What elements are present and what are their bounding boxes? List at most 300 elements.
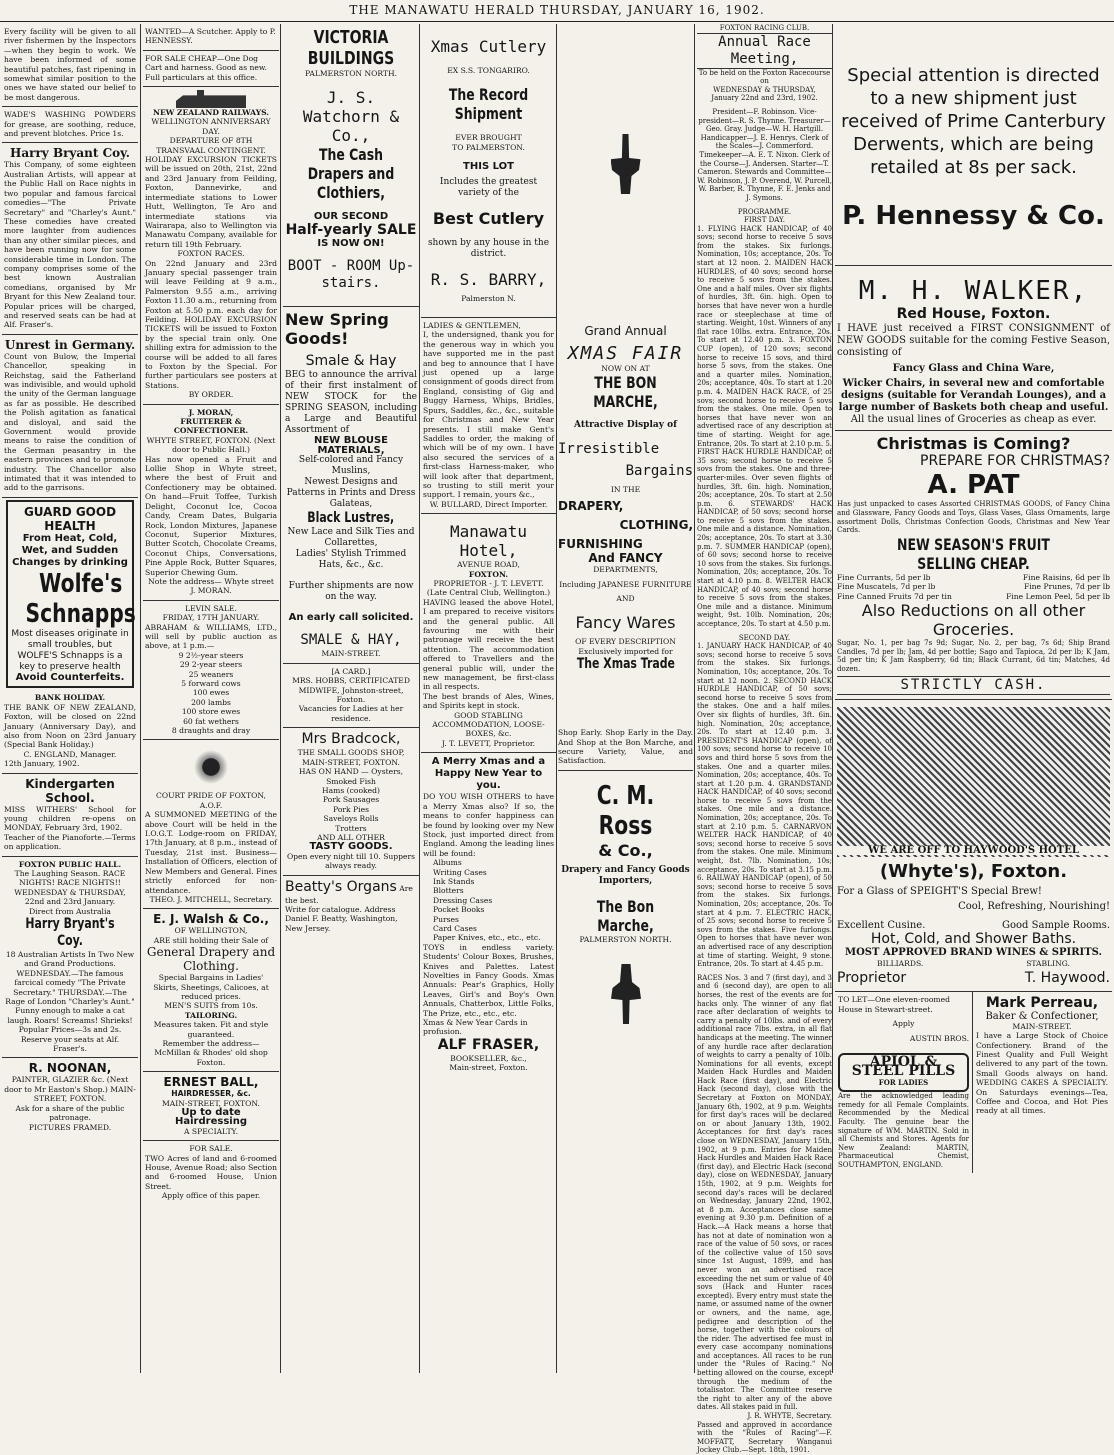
race-signature-2: Passed and approved in accordance with the "Rules of Racing"—F. MOFFATT, Secretary Wanganui Jockey Club.—Sept. 18th, 1901. — [697, 1420, 832, 1455]
pat-body: Has just unpacked to cases Assorted CHRISTMAS GOODS, of Fancy China and Glassware, Fancy Goods and Toys, Glass Vases, Glass Ornaments, large assortment Dolls, Christmas Confection Goods, Christmas and New Year Cards. — [837, 500, 1110, 535]
list-item: 25 weaners — [188, 669, 234, 679]
harry-bryant-notice — [2, 143, 138, 334]
bm-15: AND — [616, 594, 635, 604]
moran-sub: FRUITERER & CONFECTIONER. — [173, 417, 249, 436]
sh-8: New Lace and Silk Ties and Collarettes, — [287, 527, 415, 549]
list-item: 100 store ewes — [181, 707, 241, 717]
bm-8: IN THE — [610, 484, 641, 494]
walker-sub: Red House, Foxton. — [896, 306, 1051, 322]
xmas-heading: Xmas Cutlery — [430, 37, 547, 56]
column-6 — [697, 24, 832, 1455]
mh-heading: Manawatu Hotel, — [449, 522, 528, 561]
hay-row-3 — [837, 970, 1110, 987]
victoria-4: Half-yearly SALE — [285, 221, 417, 238]
hay-row-2 — [837, 957, 1110, 970]
race-officials: President—F. Robinson. Vice-president—R. S. Thynne. Treasurer—Geo. Gray. Judge—W. H. Hartgill. Handicapper—J. E. Henrys. Clerk of the Scales—J. Commerford. Timekeeper—A. E. T. Nixon. Clerk of the Course—J. Andersen. Starter—T. Cameron. Stewards and Committee—W. Robinson, J. P. Overend, W. Purcell, W. Barber, R. Thynne, F. E. Jenks and J. Symons. — [697, 107, 832, 202]
bm-6: Irresistible — [558, 440, 660, 457]
walsh-5: Measures taken. Fit and style guaranteed. — [153, 1020, 269, 1039]
bm-9: DRAPERY, — [558, 499, 624, 514]
column-rule — [419, 24, 420, 1373]
rail-dep: DEPARTURE OF 8TH TRANSVAAL CONTINGENT. — [156, 136, 266, 155]
sh-10: Further shipments are now on the way. — [288, 581, 414, 603]
sh-5: Self-colored and Fancy Muslins, — [298, 455, 404, 477]
moran-body: Has now opened a Fruit and Lollie Shop in Whyte street, where the best of Fruit and Confectionery may be obtained. On hand—Fruit Toffee, Turkish Delight, Coconut Ice, Cocoa Candy, Cream Dates, Bulgaria Rock, London Mixtures, Japanese Coconut, Superior Mixtures, Butter Scotch, Chocolate Creams, Coconut Chips, Conversations, Pine Apple Rock, Butter Squares, Superior Chewing Gum. — [145, 454, 277, 577]
xmas-sub: EX S.S. TONGARIRO. — [447, 66, 530, 75]
perreau-street: MAIN-STREET. — [1012, 1021, 1072, 1031]
bm-20: Shop Early. Shop Early in the Day. And Shop at the Bon Marche, and secure Variety, Value, and Satisfaction. — [558, 728, 693, 771]
hay-2: For a Glass of SPEIGHT'S Special Brew! — [837, 886, 1042, 898]
af-address: Main-street, Foxton. — [449, 1063, 528, 1073]
walsh-sub: OF WELLINGTON, — [174, 926, 248, 936]
crest-icon — [191, 747, 231, 787]
list-item: 29 2-year steers — [179, 660, 243, 670]
race-title: Annual Race Meeting, — [697, 33, 832, 69]
mh-signature: J. T. LEVETT, Proprietor. — [441, 738, 536, 748]
perreau-title: Mark Perreau, — [985, 995, 1099, 1012]
moran-note: Note the address— Whyte street J. MORAN. — [148, 576, 274, 596]
list-item: Ink Stands — [433, 876, 475, 886]
list-item: Dressing Cases — [433, 895, 493, 905]
hay-3: Cool, Refreshing, Nourishing! — [958, 900, 1110, 912]
hobbs-body: MRS. HOBBS, CERTIFICATED MIDWIFE, Johnston-street, Foxton. — [292, 676, 410, 705]
hall-line-8: Popular Prices—3s and 2s. Reserve your seats at Alf. Fraser's. — [18, 1025, 122, 1054]
victoria-2: The Cash Drapers and Clothiers, — [307, 145, 395, 203]
walsh-4: TAILORING. — [184, 1010, 238, 1020]
to-let-body: TO LET—One eleven-roomed House in Stewart-street. — [838, 995, 950, 1014]
table-cell: Fine Currants, 5d per lb — [837, 572, 931, 582]
victoria-6: BOOT - ROOM Up-stairs. — [287, 258, 415, 292]
list-item: Smoked Fish — [326, 776, 376, 786]
pat-sugar: Sugar, No. 1, per bag 7s 9d; Sugar, No. 2, per bag, 7s 6d; Ship Brand Candles, 7d per lb; Jam, 4d per bottle; Sago and Tapioca, 2d per lb; K Jam, 5d per tin; K Jam Raspberry, 6d tin; Black Currant, 6d tin; Matches, 4d dozen. — [837, 639, 1110, 673]
list-item: Pocket Books — [433, 905, 485, 915]
xmas-2: EVER BROUGHT — [455, 133, 522, 143]
ball-big: Up to date Hairdressing — [175, 1107, 247, 1128]
apiol-body: Are the acknowledged leading remedy for all Female Complaints. Recommended by the Medical Faculty. The genuine bear the signature of WM. MARTIN. Sold in all Chemists and Stores. Agents for New Zealand: MARTIN, Pharmaceutical Chemist, SOUTHAMPTON, ENGLAND. — [838, 1092, 969, 1169]
xmas-9: Palmerston N. — [461, 293, 516, 303]
levin-list — [145, 651, 277, 736]
levin-heading: LEVIN SALE. — [185, 603, 237, 613]
bm-22: & Co., — [598, 840, 653, 860]
perreau-sub: Baker & Confectioner, — [985, 1011, 1099, 1023]
xmas-4: THIS LOT — [463, 161, 514, 173]
for-sale-ad: FOR SALE CHEAP—One Dog Cart and harness. Good as new. Full particulars at this office. — [143, 51, 279, 87]
hall-title: Harry Bryant's Coy. — [25, 916, 115, 949]
ball-sub: HAIRDRESSER, &c. — [171, 1089, 251, 1099]
bm-19: The Xmas Trade — [576, 656, 675, 673]
rail-heading: NEW ZEALAND RAILWAYS. — [153, 108, 269, 118]
bm-13: DEPARTMENTS, — [593, 565, 658, 575]
rail-body: HOLIDAY EXCURSION TICKETS will be issued on 20th, 21st, 22nd and 23rd January from Feilding, Foxton, Dannevirke, and intermediate stations to Lower Hutt, Wellington, Te Aro and intermediate stations via Wairarapa, also to Wellington via Manawatu Company, available for return till 19th February. — [145, 155, 277, 249]
race-club-heading: FOXTON RACING CLUB. — [719, 24, 810, 32]
bottom-ads — [835, 992, 1112, 1172]
sale-2-body: TWO Acres of land and 6-roomed House, Avenue Road; also Section and 6-roomed House, Union Street. — [145, 1153, 277, 1191]
bullard-signature: W. BULLARD, Direct Importer. — [429, 499, 548, 509]
bm-3: NOW ON AT — [601, 364, 650, 373]
xmas-3: TO PALMERSTON. — [452, 142, 525, 152]
coach-illustration — [837, 707, 1110, 857]
levin-body: ABRAHAM & WILLIAMS, LTD., will sell by public auction as above, at 1 p.m.— — [145, 622, 277, 651]
mh-2: The best brands of Ales, Wines, and Spirits kept in stock. — [423, 691, 554, 711]
mh-body: HAVING leased the above Hotel, I am prepared to receive visitors and the general public. All favouring me with their patronage will receive the best attention. The accommodation offered to Travellers and the general public will, under the new management, be first-class in all respects. — [423, 597, 554, 692]
harry-bryant-body: This Company, of some eighteen Australian Artists, will appear at the Public Hall on Race nights in two popular and famous farcical comedies—"The Private Secretary" and "Charley's Aunt." These comedies have created more laughter from audiences than any other similar pieces, and have been running now for some considerable time in London. The company comprises some of the best known Australian comedians, organised by Mr Bryant for this New Zealand tour. Popular prices will be charged, and reserved seats can be had at Alf. Fraser's. — [4, 160, 136, 330]
walker-body: I HAVE just received a FIRST CONSIGNMENT of NEW GOODS suitable for the coming Festive Season, consisting of — [837, 323, 1110, 358]
race-sub-3: January 22nd and 23rd, 1902. — [711, 94, 818, 103]
hay-6: Hot, Cold, and Shower Baths. — [870, 930, 1077, 947]
wolfes-heat: From Heat, Cold, Wet, and Sudden Changes by drinking — [12, 532, 128, 568]
table-cell: Fine Prunes, 7d per lb — [1023, 582, 1110, 592]
haywood-ad — [835, 700, 1112, 992]
bm-4: THE BON MARCHE, — [593, 373, 658, 412]
wolfes-title: Wolfe's Schnapps — [25, 568, 136, 629]
column-7 — [835, 24, 1112, 1373]
moran-address: WHYTE STREET, FOXTON. (Next door to Public Hall.) — [146, 435, 276, 455]
noonan-ad — [2, 1058, 138, 1135]
brad-sub: THE SMALL GOODS SHOP, — [297, 748, 405, 758]
af-cards: Xmas & New Year Cards in profusion. — [423, 1018, 528, 1037]
column-3 — [283, 24, 419, 1373]
race-rules: RACES Nos. 3 and 7 (first day), and 3 and 6 (second day), are open to all horses, the rest of the events are for hacks only. The winner of any flat race after declaration of weights to carry a penalty of 10lbs. and of every additional race 7lbs. extra, in all flat handicaps at the meeting. The winner of any hurdle race after declaration of weights to carry a penalty of 10lb. Nominations for all events, except Maiden Hack Hurdles and Maiden Hack Race (first day), and Electric Hack (second day), close with the Secretary at Foxton on MONDAY, January 6th, 1902, at 9 p.m. Weights for first day's races will be declared on or about January 13th, 1902. Acceptances for first day's races close on WEDNESDAY, January 15th, 1902, at 9 p.m. Entries for Maiden Hack Hurdles and Maiden Hack Race (first day), and Electric Hack (second day), close on WEDNESDAY, January 15th, 1902, at 9 p.m. Weights for second day's races will be declared on Wednesday, January 22nd, 1902, at 8 p.m. Acceptances close same evening at 9.30 p.m. Definition of a Hack.—A Hack means a horse that has not at date of nomination won a race of the value of 50 sovs, or races of the collective value of 150 sovs since 1st August, 1899, and has never won an advertised race exceeding the net sum or value of 40 sovs (Hack and Hunter races excepted). Every entry must state the name, or assumed name of the owner or owners, and the name, age, pedigree and description of the horse, together with the colours of the rider. The advertised fee must in every case accompany nominations and acceptances. All races to be run under the "Rules of Racing." No betting allowed on the course, except through the medium of the totalisator. The Committee reserve the right to alter any of the above dates. All stakes paid in full. — [697, 973, 832, 1412]
bm-2: XMAS FAIR — [567, 343, 684, 364]
beatty-ad — [283, 876, 419, 938]
to-let-apply: Apply — [892, 1019, 915, 1029]
walker-title: M. H. WALKER, — [858, 276, 1089, 306]
walsh-2: Special Bargains in Ladies' Skirts, Sheetings, Calicoes, at reduced prices. — [153, 973, 269, 1001]
race-programme: PROGRAMME. — [737, 207, 792, 216]
walsh-ad — [143, 909, 279, 1072]
sh-9: Ladies' Stylish Trimmed Hats, &c., &c. — [295, 549, 407, 571]
bank-holiday — [2, 690, 138, 773]
bm-16: Fancy Wares — [575, 613, 676, 633]
wades-ad: WADE'S WASHING POWDERS for grease, are soothing, reduce, and prevent blotches. Price 1s. — [2, 107, 138, 143]
af-sub: BOOKSELLER, &c., — [450, 1053, 527, 1063]
list-item: Purses — [433, 914, 459, 924]
hall-line-6: WEDNESDAY.—The famous farcical comedy "The Private Secretary." THURSDAY.—The Rage of London "Charley's Aunt." — [5, 968, 135, 1007]
brad-list — [285, 777, 417, 833]
hall-heading: FOXTON PUBLIC HALL. — [18, 859, 122, 869]
brad-tasty: TASTY GOODS. — [309, 841, 393, 853]
column-2 — [143, 24, 279, 1373]
beatty-title: Beatty's Organs — [285, 878, 397, 895]
sh-4: NEW BLOUSE MATERIALS, — [313, 435, 388, 456]
hobbs-card: [A CARD.] — [331, 666, 371, 676]
pat-sub: PREPARE FOR CHRISTMAS? — [920, 453, 1110, 470]
noonan-heading: R. NOONAN, — [28, 1061, 112, 1076]
hall-line-1: The Laughing Season. RACE NIGHTS! RACE NIGHTS!! — [14, 868, 126, 888]
railways-ad — [143, 87, 279, 405]
fruit-table — [837, 573, 1110, 601]
perreau-ad — [973, 992, 1111, 1172]
victoria-sub: PALMERSTON NORTH. — [304, 69, 398, 78]
xmas-5: Includes the greatest variety of the — [439, 176, 538, 198]
af-name: ALF FRASER, — [437, 1036, 540, 1053]
hay-4: Excellent Cusine. — [837, 920, 926, 932]
list-item: Saveloys Rolls — [323, 814, 379, 824]
brad-body: HAS ON HAND — Oysters, — [298, 767, 404, 777]
column-1 — [2, 24, 138, 1373]
list-item: 100 ewes — [192, 688, 230, 698]
bank-body: THE BANK OF NEW ZEALAND, Foxton, will be closed on 22nd January (Anniversary Day), and also from Noon on 23rd January (Special Bank Holiday.) — [4, 702, 136, 750]
xmas-1: The Record Shipment — [448, 85, 529, 124]
left-bottom-ads — [835, 992, 973, 1172]
sale-2-note: Apply office of this paper. — [161, 1191, 261, 1201]
walker-chairs: Wicker Chairs, in several new and comfortable designs (suitable for Verandah Lounges), and a large number of Baskets both cheap and useful. — [838, 378, 1109, 414]
af-heading: A Merry Xmas and a Happy New Year to you. — [431, 756, 546, 792]
masthead: THE MANAWATU HERALD THURSDAY, JANUARY 16, 1902. — [0, 0, 1114, 22]
xmas-cutlery-ad — [421, 24, 556, 318]
pat-ad — [835, 431, 1112, 700]
mh-town: FOXTON. — [468, 569, 509, 579]
race-sub-2: WEDNESDAY & THURSDAY, — [713, 85, 816, 94]
unrest-body: Count von Bulow, the Imperial Chancellor, speaking in Reichstag, said the Fatherland was indivisible, and would uphold the unity of the German language as far as possible. He described the Polish agitation as fanatical and disloyal, and said the Government would provide means to raise the condition of the German peasantry in the eastern provinces and to promote industry. The Chancellor also intimated that it was intended to add to the garrisons. — [4, 351, 136, 493]
wanted-ad: WANTED—A Scutcher. Apply to P. HENNESSY. — [143, 24, 279, 51]
noonan-line-1: PAINTER, GLAZIER &c. (Next door to Mr Easton's Shop.) MAIN-STREET, FOXTON. — [4, 1075, 136, 1104]
pat-cash: STRICTLY CASH. — [837, 676, 1110, 695]
mh-prop: PROPRIETOR - J. T. LEVETT. — [433, 578, 544, 588]
bm-17: OF EVERY DESCRIPTION — [575, 637, 676, 647]
bullard-heading: LADIES & GENTLEMEN, — [423, 321, 521, 331]
bm-12: And FANCY — [588, 551, 663, 566]
walker-fancy: Fancy Glass and China Ware, — [892, 363, 1055, 374]
xmas-8: R. S. BARRY, — [430, 269, 547, 289]
manawatu-hotel-ad — [421, 514, 556, 753]
court-body: A SUMMONED MEETING of the above Court will be held in the I.O.G.T. Lodge-room on FRIDAY, 17th January, at 8 p.m., instead of Tuesday, 21st inst. Business—Installation of Officers, election of New Members and General. Fines strictly enforced for non-attendance. — [145, 810, 277, 895]
bm-5: Attractive Display of — [574, 420, 677, 431]
column-rule — [832, 24, 833, 1373]
noonan-line-3: PICTURES FRAMED. — [28, 1122, 112, 1132]
table-row — [837, 592, 1110, 601]
pat-reductions: Also Reductions on all other Groceries. — [861, 601, 1086, 639]
hobbs-note: Vacancies for Ladies at her residence. — [298, 704, 404, 723]
bullard-body: I, the undersigned, thank you for the generous way in which you have supported me in the past and beg to announce that I have just opened up a large consignment of goods direct from England, consisting of Gig and Buggy Harness, Whips, Bridles, Spurs, Saddles, &c., &c., suitable for Christmas and New Year presents. I still make Gent's Saddles to order, the making of which will be of my own. I have also secured the services of a first-class Harness-maker, who will look after that department, so trusting to still merit your support. I remain, yours &c., — [423, 330, 554, 500]
racing-club-ad — [697, 24, 832, 1455]
alf-fraser-ad — [421, 753, 556, 1076]
xmas-6: Best Cutlery — [432, 208, 545, 228]
beatty-best: Are the best. — [285, 883, 413, 905]
sale-2-heading: FOR SALE. — [189, 1144, 233, 1154]
levin-date: FRIDAY, 17TH JANUARY. — [162, 613, 260, 623]
column-rule — [556, 24, 557, 1373]
sh-7: Black Lustres, — [307, 510, 395, 527]
bm-10: CLOTHING, — [619, 518, 693, 533]
hay-5: Good Sample Rooms. — [1002, 920, 1110, 932]
race-signature: J. R. WHYTE, Secretary. — [747, 1412, 832, 1421]
to-let-signature: AUSTIN BROS. — [909, 1033, 969, 1043]
hennessy-body: Special attention is directed to a new shipment just received of Prime Canterbury Derwents, which are being retailed at 8s per sack. — [841, 65, 1106, 178]
sh-12: SMALE & HAY, — [300, 632, 402, 649]
bm-25: PALMERSTON NORTH. — [579, 934, 672, 944]
hay-11: T. Haywood. — [1024, 970, 1110, 987]
unrest-heading: Unrest in Germany. — [4, 337, 136, 352]
walker-ad — [835, 266, 1112, 431]
hay-row-1 — [837, 921, 1110, 930]
pat-heading: Christmas is Coming? — [876, 434, 1071, 454]
list-item: 8 draughts and dray — [171, 726, 251, 736]
bm-23: Drapery and Fancy Goods Importers, — [561, 864, 690, 886]
apiol-logo: APIOL & STEEL PILLS FOR LADIES — [838, 1053, 969, 1092]
pat-fruit-heading: NEW SEASON'S FRUIT SELLING CHEAP. — [897, 534, 1050, 573]
sh-13: MAIN-STREET. — [321, 649, 381, 659]
walsh-big: General Drapery and Clothing. — [146, 945, 276, 974]
victoria-heading: VICTORIA BUILDINGS — [307, 27, 395, 69]
column-5 — [558, 24, 693, 1373]
court-heading: COURT PRIDE OF FOXTON, A.O.F. — [156, 791, 266, 810]
list-item: Pork Pies — [333, 804, 369, 814]
rail-order: BY ORDER. — [188, 390, 234, 400]
list-item: Trotters — [335, 823, 367, 833]
pat-title: A. PAT — [927, 470, 1020, 501]
xmas-7: shown by any house in the district. — [427, 237, 550, 259]
hennessy-title: P. Hennessy & Co. — [842, 201, 1105, 231]
table-row — [837, 573, 1110, 582]
ball-specialty: A SPECIALTY. — [184, 1126, 238, 1136]
kinder-heading: Kindergarten School. — [25, 776, 115, 805]
column-rule — [140, 24, 141, 1373]
bank-signature: C. ENGLAND, Manager. — [23, 749, 117, 759]
levin-sale-ad — [143, 601, 279, 741]
walsh-body: ARE still holding their Sale of — [153, 935, 269, 945]
race-day-1: FIRST DAY. — [744, 216, 785, 225]
bm-21: C. M. Ross — [596, 780, 655, 841]
wolfes-body: Most diseases originate in small troubles, but WOLFE'S Schnapps is a key to preserve health — [11, 628, 129, 672]
sh-6: Newest Designs and Patterns in Prints and Dress Galateas, — [286, 477, 416, 510]
column-rule — [694, 24, 695, 1373]
column-4 — [421, 24, 556, 1373]
af-toys: TOYS in endless variety. Students' Colour Boxes, Brushes, Knives and Palettes. Latest Novelties in Fancy Goods. Xmas Annuals: Pear's Graphics, Holly Leaves, Girl's and Boy's Own Annuals, Chatterbox, Little Folks, The Prize, etc., etc., etc. — [423, 942, 554, 1018]
bm-14: Including JAPANESE FURNITURE — [559, 579, 692, 589]
kinder-note: Teacher of the Pianoforte.—Terms on application. — [4, 832, 136, 852]
wolfes-counterfeits: Avoid Counterfeits. — [15, 671, 125, 683]
walker-groceries: All the usual lines of Groceries as cheap as ever. — [850, 414, 1097, 426]
noonan-line-2: Ask for a share of the public patronage. — [15, 1103, 125, 1123]
af-body: DO YOU WISH OTHERS to have a Merry Xmas also? If so, the means to confer happiness can be found by looking over my New Stock, just imported direct from England. Among the leading lines will be found: — [423, 792, 554, 858]
hay-8: BILLIARDS. — [877, 959, 924, 968]
bm-7: Bargains — [625, 462, 693, 479]
bon-marche-ad — [558, 134, 693, 1024]
list-item: Hams (cooked) — [322, 785, 380, 795]
race-day-1-body: 1. FLYING HACK HANDICAP, of 40 sovs; second horse to receive 5 sovs from the stakes. Six furlongs. Nomination, 10s; acceptance, 20s. To start at 12 noon. 2. MAIDEN HACK HURDLES, of 40 sovs; second horse to receive 5 sovs from the stakes. One and a half miles. Over six flights of hurdles, 3ft. 6in. high. Open to horses that have never won a hurdle race or steeplechase at time of starting. Weight, 10st. Winners of any flat race 10lbs. extra. Entrance, 20s. To start at 12.40 p.m. 3. FOXTON CUP (open), of 120 sovs; second horse to receive 15 sovs, and third horse 5 sovs, from the stakes. One and a quarter miles. Nomination, 20s; acceptance, 40s. To start at 1.20 p.m. 4. MAIDEN HACK RACE, of 25 sovs; second horse to receive 5 sovs from the stakes. One mile. Open to horses that have never won an advertised race of any description at time of starting. Weight for age. Entrance, 20s. To start at 2.10 p.m. 5. FIRST HACK HURDLE HANDICAP, of 35 sovs; second horse to receive 5 sovs from the stakes. One and three-quarter-miles. Over seven flights of hurdles, 3ft. 6in. high. Nomination, 20s; acceptance, 20s. To start at 2.50 p.m. 6. STEWARDS' HACK HANDICAP, of 50 sovs; second horse to receive 5 sovs from the stakes. One mile and a distance. Nomination, 20s; acceptance, 20s. To start at 3.30 p.m. 7. SUMMER HANDICAP (open), of 60 sovs; second horse to receive 10 sovs from the stakes. Six furlongs. Nomination, 20s; acceptance, 20s. To start at 4.10 p.m. 8. WELTER HACK HANDICAP, of 40 sovs; second horse to receive 5 sovs from the stakes. One mile and a distance. Minimum weight, 9st. 10lb. Nomination, 20s; acceptance, 20s. To start at 4.50 p.m. — [697, 224, 832, 628]
walsh-3: MEN'S SUITS from 10s. — [164, 1001, 258, 1011]
list-item: Blotters — [433, 886, 464, 896]
bm-1: Grand Annual — [584, 324, 667, 338]
bm-24: The Bon Marche, — [596, 896, 655, 935]
table-row — [837, 582, 1110, 591]
sh-2: Smale & Hay — [305, 353, 397, 370]
perreau-body: I have a Large Stock of Choice Confectionery. Brand of the Finest Quality and Full Weight delivered to any part of the town. Small Goods always on hand. WEDDING CAKES A SPECIALTY. On Saturdays evenings—Tea, Coffee and Cocoa, and Hot Pies ready at all times. — [976, 1031, 1108, 1116]
kindergarten — [2, 774, 138, 857]
victoria-5: IS NOW ON! — [317, 237, 385, 249]
list-item: 200 lambs — [191, 697, 231, 707]
pointing-hand-icon — [611, 964, 641, 1024]
kinder-body: MISS WITHERS' School for young children re-opens on MONDAY, February 3rd, 1902. — [4, 804, 136, 833]
bullard-ad — [421, 318, 556, 514]
brad-open: Open every night till 10. Suppers always ready. — [286, 851, 416, 871]
pointing-hand-icon — [611, 134, 641, 194]
victoria-ad — [283, 24, 419, 307]
sh-11: An early call solicited. — [288, 612, 414, 624]
train-icon — [176, 90, 246, 108]
bank-date: 12th January, 1902. — [4, 759, 80, 769]
hennessy-ad — [835, 24, 1112, 266]
rail-body-2: On 22nd January and 23rd January special passenger train will leave Feilding at 9 a.m., Palmerston 9.55 a.m., arriving Foxton 11.30 a.m., returning from Foxton at 5.50 p.m. each day for Feilding. HOLIDAY EXCURSION TICKETS will be issued to Foxton by the special train only. One shilling extra for admission to the course will be added to all fares to Foxton by the Special. For further particulars see posters at Stations. — [145, 258, 277, 390]
list-item: Albums — [433, 858, 462, 868]
list-item: Pork Sausages — [322, 795, 380, 805]
harry-bryant-heading: Harry Bryant Coy. — [10, 146, 130, 161]
list-item: Writing Cases — [433, 867, 487, 877]
court-ad — [143, 740, 279, 909]
list-item: 60 fat wethers — [183, 716, 239, 726]
bank-heading: BANK HOLIDAY. — [34, 693, 106, 703]
wolfes-guard: GUARD GOOD HEALTH — [23, 504, 117, 533]
mh-late: (Late Central Club, Wellington.) — [426, 588, 551, 598]
walsh-heading: E. J. Walsh & Co., — [153, 912, 269, 927]
moran-ad — [143, 405, 279, 601]
hay-9: STABLING. — [1026, 959, 1070, 968]
sh-1: New Spring Goods! — [285, 310, 389, 349]
walsh-6: Remember the address— McMillan & Rhodes' old shop Foxton. — [154, 1038, 268, 1067]
brad-address: MAIN-STREET, FOXTON. — [302, 757, 400, 767]
unrest-article — [2, 335, 138, 498]
brad-heading: Mrs Bradcock, — [301, 731, 401, 748]
hand-pointer-area — [558, 134, 693, 324]
bm-18: Exclusively imported for — [578, 646, 673, 656]
ball-heading: ERNEST BALL, — [163, 1075, 259, 1090]
list-item: 5 forward cows — [181, 679, 241, 688]
public-hall-ad — [2, 857, 138, 1059]
wolfes-ad — [6, 500, 134, 688]
ball-address: MAIN-STREET, FOXTON. — [162, 1098, 260, 1108]
race-day-2-body: 1. JANUARY HACK HANDICAP, of 40 sovs; second horse to receive 5 sovs from the stakes. Six furlongs. Nomination, 10s; acceptance, 20s. To start at 12 noon. 2. SECOND HACK HURDLE HANDICAP, of 50 sovs; second horse to receive 5 sovs from the stakes. One and a half miles. Over six flights of hurdles, 3ft. 6in. high. Nomination, 20s; acceptance, 20s. To start at 12.40 p.m. 3. PRESIDENT'S HANDICAP (open), of 100 sovs; second horse to receive 10 sovs and third horse 5 sovs from the stakes. One and a quarter miles. Nomination, 20s; acceptance, 40s. To start at 1.20 p.m. 4. GRANDSTAND HACK HANDICAP, of 40 sovs; second horse to receive 5 sovs from the stakes. One mile and a distance. Nomination, 20s; acceptance, 20s. To start at 2.10 p.m. 5. CARNARVON WELTER HACK HANDICAP, of 40 sovs; second horse to receive 5 sovs from the stakes. One mile. Minimum weight, 8st. 7lb. Nomination, 10s; acceptance, 20s. To start at 3.15 p.m. 6. RAILWAY HANDICAP (open), of 50 sovs; second horse to receive 5 sovs from the stakes. Six furlongs. Nomination, 20s; acceptance, 20s. To start at 4 p.m. 7. ELECTRIC HACK, of 25 sovs; second horse to receive 5 sovs from the stakes. Five furlongs. Open to horses that have never won an advertised race of any description at time of starting. Weight, 9 stone. Entrance, 20s. To start at 4.45 p.m. — [697, 642, 832, 969]
beatty-body: Write for catalogue. Address Daniel F. Beatty, Washington, New Jersey. — [285, 904, 398, 933]
illustration-caption: WE ARE OFF TO HAYWOOD'S HOTEL — [837, 846, 1110, 855]
sale-2-ad — [143, 1141, 279, 1204]
hall-line-2: WEDNESDAY & THURSDAY, 22nd and 23rd January. — [14, 887, 126, 907]
hay-10: Proprietor — [837, 970, 907, 987]
sh-3: BEG to announce the arrival of their first instalment of NEW STOCK for the SPRING SEASON, including a Large and Beautiful Assortment of — [285, 370, 417, 436]
victoria-1: J. S. Watchorn & Co., — [302, 88, 400, 146]
hall-line-3: Direct from Australia — [29, 906, 111, 916]
news-fragment: Every facility will be given to all river fishermen by the Inspectors—when they begin to work. We have been informed of some beautiful patches, fast ripening in somewhat similar position to the ones we have stated our belief to be most dangerous. — [2, 24, 138, 107]
race-sub-1: To be held on the Foxton Racecourse on — [698, 68, 831, 86]
smale-hay-ad — [283, 307, 419, 664]
list-item: Card Cases — [433, 923, 477, 933]
hall-line-7: Funny enough to make a cat laugh. Roars! Screams! Shrieks! — [7, 1006, 133, 1025]
mh-3: GOOD STABLING ACCOMMODATION, LOOSE-BOXES, &c. — [432, 710, 545, 739]
hall-line-5: 18 Australian Artists In Two New and Grand Productions. — [5, 950, 135, 969]
hay-7: MOST APPROVED BRAND WINES & SPIRITS. — [845, 946, 1102, 958]
af-list — [423, 858, 554, 943]
victoria-3: OUR SECOND — [313, 211, 389, 223]
table-cell: Fine Raisins, 6d per lb — [1022, 572, 1110, 582]
moran-heading: J. MORAN, — [188, 407, 234, 417]
bradcock-ad — [283, 728, 419, 875]
hobbs-ad — [283, 664, 419, 728]
rail-races: FOXTON RACES. — [177, 249, 245, 259]
list-item: Paper Knives, etc., etc., etc. — [433, 933, 541, 943]
table-cell: Fine Lemon Peel, 5d per lb — [1006, 591, 1110, 601]
bm-11: FURNISHING — [558, 537, 643, 552]
brad-and: AND ALL OTHER — [317, 832, 385, 842]
list-item: 9 2½-year steers — [178, 650, 244, 660]
court-signature: THEO. J. MITCHELL, Secretary. — [149, 894, 273, 904]
table-cell: Fine Muscatels, 7d per lb — [837, 582, 936, 592]
mh-sub: AVENUE ROAD, — [457, 560, 520, 570]
table-cell: Fine Canned Fruits 7d per tin — [837, 591, 952, 601]
race-day-2: SECOND DAY. — [738, 633, 791, 642]
column-rule — [280, 24, 281, 1373]
rail-sub: WELLINGTON ANNIVERSARY DAY. — [151, 117, 271, 136]
ernest-ball-ad — [143, 1072, 279, 1141]
hay-title: (Whyte's), Foxton. — [879, 861, 1068, 883]
